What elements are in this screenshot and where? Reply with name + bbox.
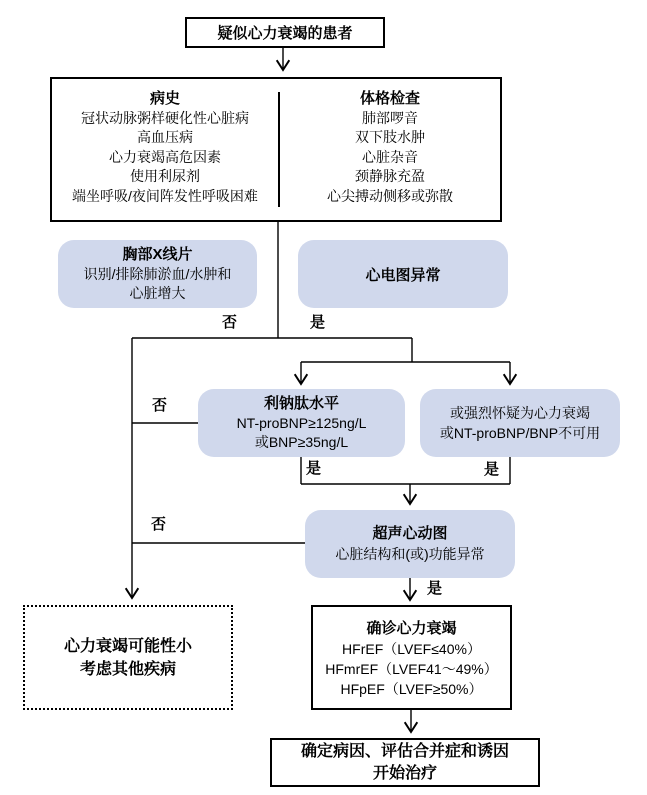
- start-node: [185, 17, 385, 48]
- branch-label-yes: 是: [310, 314, 326, 331]
- chest-xray-line: 识别/排除肺淤血/水肿和: [83, 265, 232, 282]
- branch-label-yes: 是: [306, 460, 322, 477]
- natriuretic-peptide-line: 或BNP≥35ng/L: [254, 434, 349, 450]
- confirmed-hf-title: 确诊心力衰竭: [366, 620, 457, 637]
- chest-xray-line: 心脏增大: [129, 285, 186, 301]
- start-node-title: 疑似心力衰竭的患者: [217, 25, 353, 42]
- ecg-title: 心电图异常: [365, 266, 441, 284]
- strong-suspicion-line: 或NT-proBNP/BNP不可用: [439, 425, 601, 441]
- chest-xray-title: 胸部X线片: [122, 246, 193, 263]
- strong-suspicion-node: [420, 389, 620, 457]
- confirmed-hf-node: [311, 605, 512, 710]
- treatment-node: [270, 738, 540, 787]
- echocardiography-line: 心脏结构和(或)功能异常: [335, 546, 485, 562]
- hf-unlikely-line: 心力衰竭可能性小: [63, 637, 192, 655]
- physical-exam-item: 双下肢水肿: [355, 129, 425, 145]
- history-item: 心力衰竭高危因素: [109, 148, 221, 165]
- history-item: 高血压病: [137, 129, 193, 145]
- chest-xray-node: [58, 240, 257, 308]
- echocardiography-node: [305, 510, 515, 578]
- treatment-line: 开始治疗: [372, 764, 437, 782]
- confirmed-hf-line: HFmrEF（LVEF41～49%）: [325, 661, 498, 677]
- branch-label-no: 否: [151, 516, 167, 533]
- history-item: 端坐呼吸/夜间阵发性呼吸困难: [72, 187, 258, 204]
- natriuretic-peptide-node: [198, 389, 405, 457]
- history-heading: 病史: [149, 90, 180, 107]
- ecg-node: [298, 240, 508, 308]
- physical-exam-item: 颈静脉充盈: [355, 168, 425, 184]
- physical-exam-heading: 体格检查: [359, 90, 420, 107]
- strong-suspicion-line: 或强烈怀疑为心力衰竭: [450, 405, 590, 421]
- physical-exam-column: [280, 89, 500, 206]
- branch-label-no: 否: [222, 314, 238, 331]
- natriuretic-peptide-line: NT-proBNP≥125ng/L: [236, 414, 367, 431]
- natriuretic-peptide-title: 利钠肽水平: [263, 395, 339, 412]
- history-item: 冠状动脉粥样硬化性心脏病: [81, 109, 249, 126]
- branch-label-no: 否: [152, 397, 168, 414]
- echocardiography-title: 超声心动图: [372, 525, 448, 542]
- hf-unlikely-node: [23, 605, 233, 710]
- treatment-line: 确定病因、评估合并症和诱因: [300, 742, 509, 760]
- confirmed-hf-line: HFrEF（LVEF≤40%）: [342, 641, 481, 657]
- physical-exam-item: 心尖搏动侧移或弥散: [327, 187, 453, 204]
- branch-label-yes: 是: [427, 580, 443, 597]
- branch-label-yes: 是: [484, 461, 500, 478]
- assessment-node: [50, 77, 502, 222]
- history-column: [52, 89, 278, 206]
- history-item: 使用利尿剂: [130, 168, 200, 184]
- physical-exam-item: 肺部啰音: [362, 109, 418, 126]
- confirmed-hf-line: HFpEF（LVEF≥50%）: [340, 681, 483, 697]
- physical-exam-item: 心脏杂音: [362, 148, 418, 165]
- hf-unlikely-line: 考虑其他疾病: [79, 660, 176, 678]
